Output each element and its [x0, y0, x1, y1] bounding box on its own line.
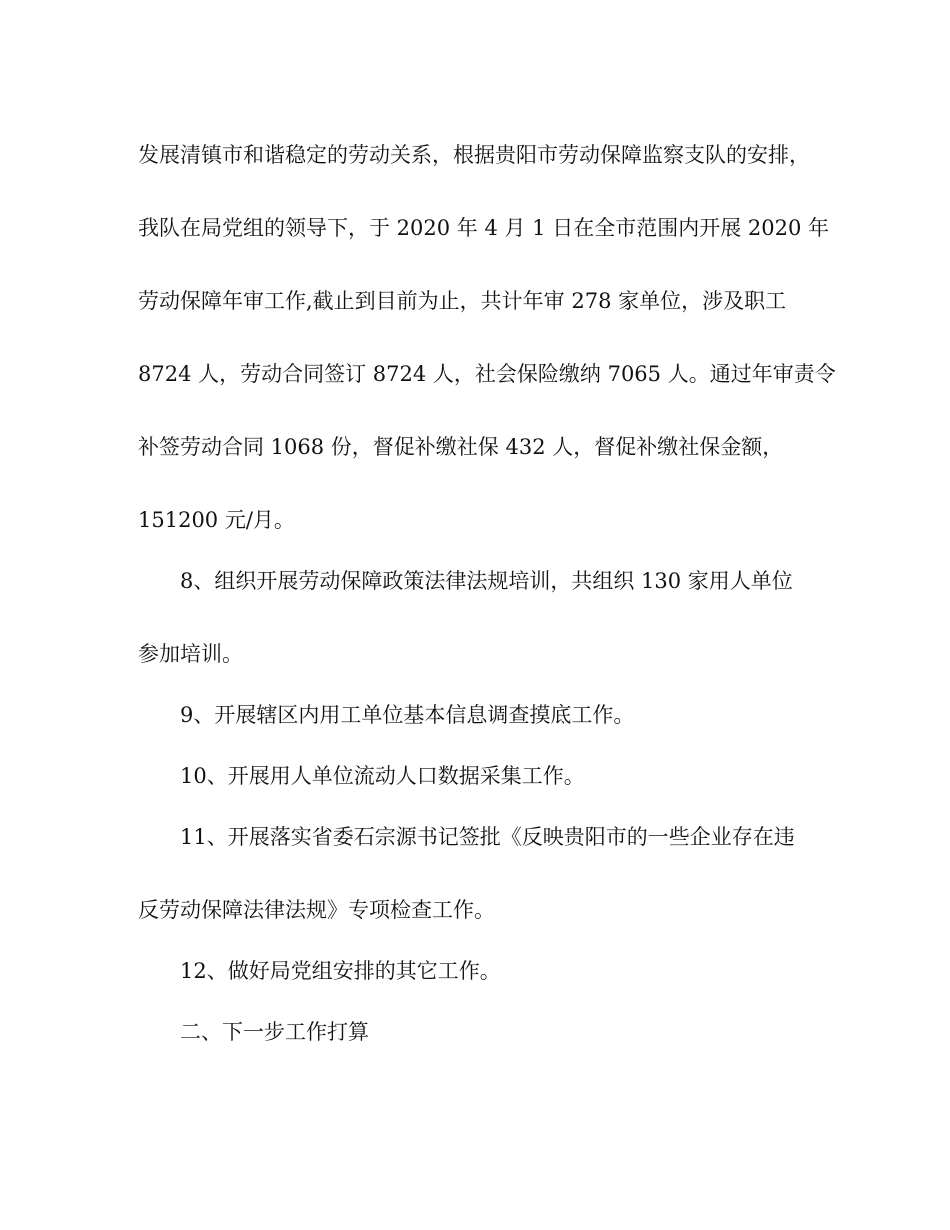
- paragraph-line: 补签劳动合同 1068 份，督促补缴社保 432 人，督促补缴社保金额，: [138, 435, 784, 459]
- paragraph-line: 参加培训。: [138, 642, 243, 666]
- paragraph-line: 8724 人，劳动合同签订 8724 人，社会保险缴纳 7065 人。通过年审责令: [138, 362, 836, 386]
- paragraph-line: 发展清镇市和谐稳定的劳动关系，根据贵阳市劳动保障监察支队的安排，: [138, 143, 810, 167]
- list-item-10: 10、开展用人单位流动人口数据采集工作。: [180, 764, 585, 788]
- list-item-12: 12、做好局党组安排的其它工作。: [180, 959, 501, 983]
- section-heading: 二、下一步工作打算: [180, 1020, 369, 1044]
- paragraph-line: 151200 元/月。: [138, 508, 295, 532]
- paragraph-line: 劳动保障年审工作,截止到目前为止，共计年审 278 家单位，涉及职工: [138, 289, 787, 313]
- paragraph-line: 我队在局党组的领导下，于 2020 年 4 月 1 日在全市范围内开展 2020 年: [138, 216, 830, 240]
- paragraph-line: 反劳动保障法律法规》专项检查工作。: [138, 898, 495, 922]
- list-item-9: 9、开展辖区内用工单位基本信息调查摸底工作。: [180, 703, 635, 727]
- list-item-8: 8、组织开展劳动保障政策法律法规培训，共组织 130 家用人单位: [180, 569, 793, 593]
- list-item-11: 11、开展落实省委石宗源书记签批《反映贵阳市的一些企业存在违: [180, 825, 795, 849]
